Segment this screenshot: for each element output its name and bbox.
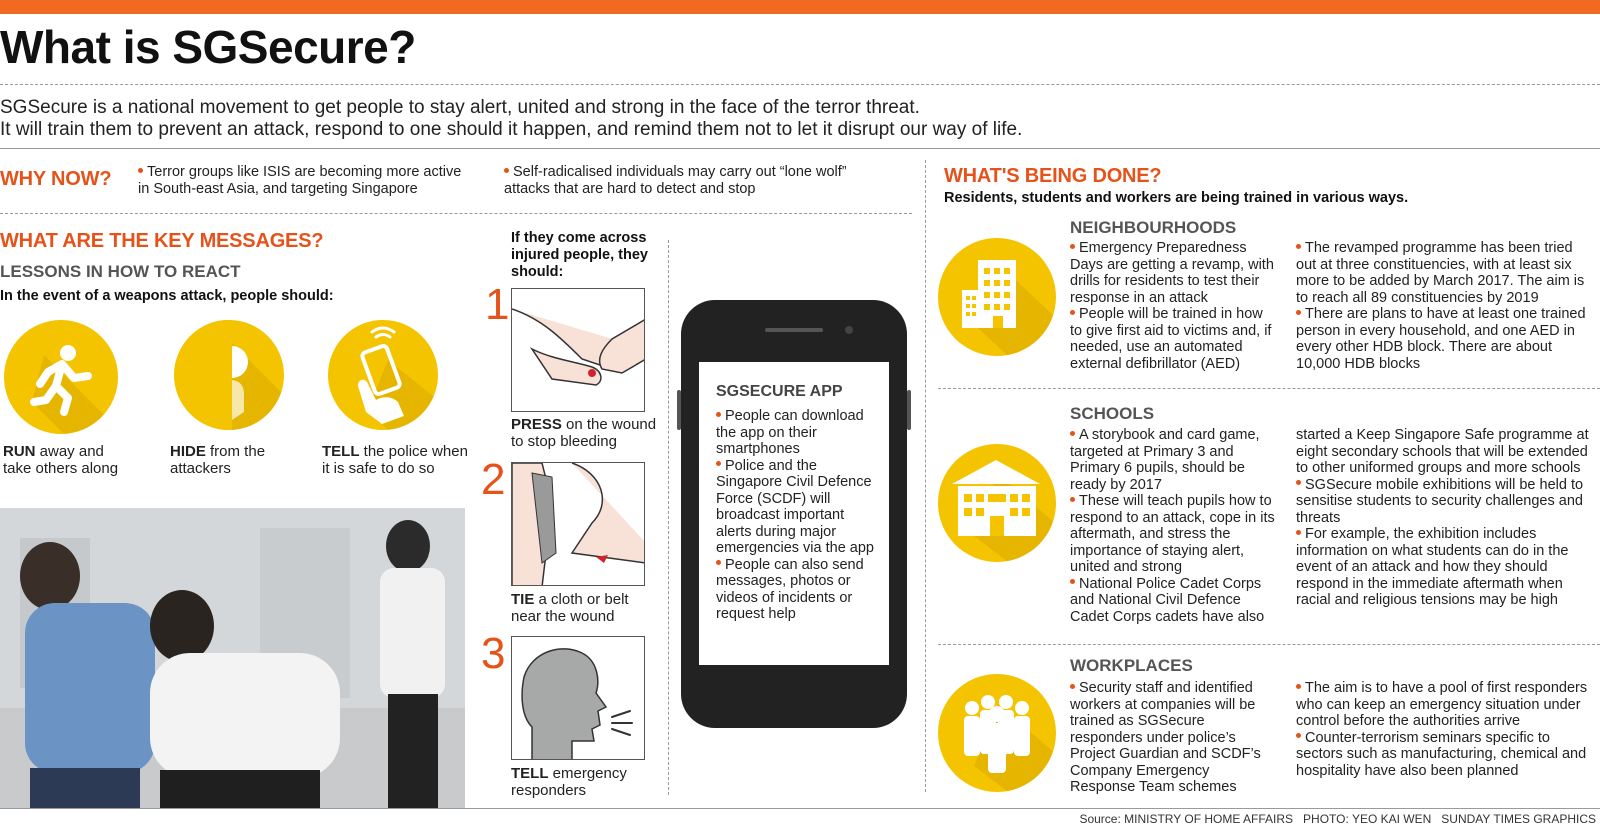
source-credit: Source: MINISTRY OF HOME AFFAIRS PHOTO: YEO KAI WEN SUNDAY TIMES GRAPHICS (1079, 812, 1596, 826)
schools-left: A storybook and card game, targeted at Primary 3 and Primary 6 pupils, should be ready by 2017 These will teach pupils how to respond to an attack, cope in its aftermath, and stress the importance of staying alert, united and strong National Police Cadet Corps and National Civil Defence Cadet Corps cadets have also (1070, 427, 1275, 625)
footer-divider (0, 808, 1600, 809)
top-accent-bar (0, 0, 1600, 14)
divider (0, 213, 912, 214)
page-title: What is SGSecure? (0, 21, 416, 73)
weapons-attack-intro: In the event of a weapons attack, people should: (0, 288, 334, 304)
divider (0, 84, 1600, 85)
lessons-subheading: LESSONS IN HOW TO REACT (0, 262, 241, 281)
being-done-intro: Residents, students and workers are being trained in various ways. (944, 190, 1409, 206)
running-person-icon (4, 320, 118, 434)
tie-cloth-illustration (511, 462, 645, 586)
being-done-heading: WHAT'S BEING DONE? (944, 165, 1162, 187)
step-number: 3 (481, 629, 506, 678)
injured-heading: If they come across injured people, they should: (511, 230, 648, 280)
school-icon (938, 444, 1056, 562)
divider (938, 644, 1600, 645)
step-number: 2 (481, 455, 506, 504)
tell-responders-illustration (511, 636, 645, 760)
step-tell: TELL emergency responders (511, 765, 627, 799)
why-now-heading: WHY NOW? (0, 168, 112, 190)
intro-line-1: SGSecure is a national movement to get people to stay alert, united and strong in the face of the terror threat. (0, 97, 920, 118)
app-title: SGSECURE APP (716, 383, 843, 400)
phone-side-button (677, 390, 681, 430)
intro-text (0, 97, 1022, 141)
divider (0, 148, 1600, 149)
action-run: RUN away and take others along (3, 443, 119, 477)
why-now-point-2: Self-radicalised individuals may carry out “lone wolf” attacks that are hard to detect and stop (504, 164, 847, 197)
bullet-dot (504, 168, 509, 173)
speaker-grille (765, 328, 823, 332)
divider (938, 388, 1600, 389)
neighbourhoods-heading: NEIGHBOURHOODS (1070, 218, 1237, 237)
key-messages-heading: WHAT ARE THE KEY MESSAGES? (0, 230, 324, 252)
phone-side-button (907, 390, 911, 430)
workplaces-left: Security staff and identified workers at companies will be trained as SGSecure responders under police’s Project Guardian and SCDF’s Company Emergency Response Team schemes (1070, 680, 1261, 795)
training-photo (0, 508, 465, 808)
people-group-icon (938, 674, 1056, 792)
step-tie: TIE a cloth or belt near the wound (511, 591, 629, 625)
column-divider (668, 240, 669, 795)
workplaces-heading: WORKPLACES (1070, 656, 1193, 675)
bullet-dot (138, 168, 143, 173)
camera-icon (845, 326, 853, 334)
app-info (716, 408, 878, 623)
why-now-point-1: Terror groups like ISIS are becoming more active in South-east Asia, and targeting Singapore (138, 164, 462, 197)
app-point-3: People can also send messages, photos or videos of incidents or request help (716, 556, 864, 622)
neighbourhoods-left: Emergency Preparedness Days are getting a revamp, with drills for residents to test their response in an attack People will be trained in how to give first aid to victims and, if needed, use an automated external defibrillator (AED) (1070, 240, 1274, 372)
app-point-1: People can download the app on their smartphones (716, 408, 864, 457)
step-press: PRESS on the wound to stop bleeding (511, 416, 657, 450)
hiding-person-icon (174, 320, 284, 430)
action-hide: HIDE from the attackers (170, 443, 266, 477)
action-tell: TELL the police when it is safe to do so (322, 443, 468, 477)
step-number: 1 (485, 280, 510, 329)
schools-heading: SCHOOLS (1070, 404, 1155, 423)
column-divider (925, 160, 926, 792)
workplaces-right: The aim is to have a pool of first responders who can keep an emergency situation under control before the authorities arrive Counter-terrorism seminars specific to sectors such as manufacturing, chemical and hospitality have also been planned (1296, 680, 1588, 779)
app-point-2: Police and the Singapore Civil Defence Force (SCDF) will broadcast important alerts during major emergencies via the app (716, 457, 874, 556)
building-icon (938, 238, 1056, 356)
press-wound-illustration (511, 288, 645, 412)
intro-line-2: It will train them to prevent an attack, respond to one should it happen, and remind them not to let it disrupt our way of life. (0, 119, 1023, 140)
schools-right: started a Keep Singapore Safe programme at eight secondary schools that will be extended to other uniformed groups and more schools SGSecure mobile exhibitions will be held to sensitise students to security challenges and threats For example, the exhibition includes information on what students can do in the event of an attack and how they should respond in the immediate aftermath when racial and religious tensions may be high (1296, 427, 1589, 608)
phone-hand-icon (328, 320, 438, 430)
neighbourhoods-right: The revamped programme has been tried out at three constituencies, with at least six more to be added by March 2017. The aim is to reach all 89 constituencies by 2019 There are plans to have at least one trained person in every household, and one AED in every other HDB block. There are about 10,000 HDB blocks (1296, 240, 1586, 372)
